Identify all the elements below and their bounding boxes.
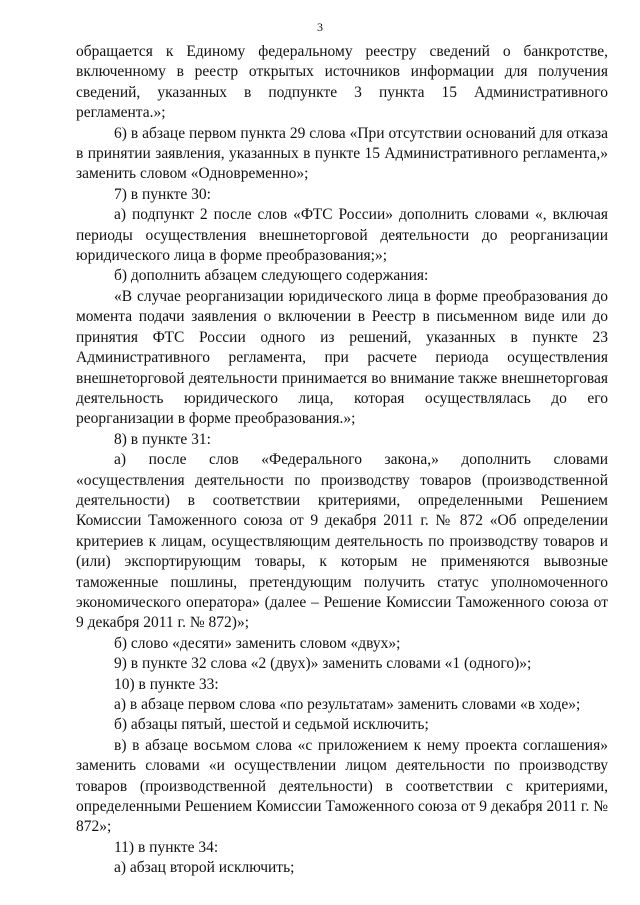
paragraph: а) в абзаце первом слова «по результатам» заменить словами «в ходе»;	[114, 696, 581, 713]
paragraph: 8) в пункте 31:	[114, 430, 211, 448]
paragraph: б) слово «десяти» заменить словом «двух»;	[114, 634, 401, 652]
paragraph: 6) в абзаце первом пункта 29 слова «При отсутствии оснований для отказа в принятии заявления, указанных в пункте 15 Административного регламента,» заменить словом «Одновременно»;	[76, 124, 608, 183]
paragraph: а) абзац второй исключить;	[114, 859, 295, 877]
paragraph: 11) в пункте 34:	[114, 838, 219, 856]
page-number: 3	[317, 20, 323, 34]
paragraph: 9) в пункте 32 слова «2 (двух)» заменить словами «1 (одного)»;	[114, 655, 532, 673]
paragraph: 7) в пункте 30:	[114, 185, 211, 203]
paragraph: 10) в пункте 33:	[114, 675, 219, 693]
paragraph: а) подпункт 2 после слов «ФТС России» дополнить словами «, включая периоды осуществления внешнеторговой деятельности до реорганизации юридического лица в форме преобразования;»;	[76, 206, 608, 265]
paragraph: «В случае реорганизации юридического лица в форме преобразования до момента подачи заявления о включении в Реестр в письменном виде или до принятия ФТС России одного из решений, указанных в пункте 23 Административного регламента, при расчете периода осуществления внешнеторговой деятельности принимается во внимание также внешнеторговая деятельность юридического лица, которая осуществлялась до его реорганизации в форме преобразования.»;	[76, 287, 608, 428]
paragraph: а) после слов «Федерального закона,» дополнить словами «осуществления деятельности по производству товаров (производственной деятельности) в соответствии критериями, определенными Решением Комиссии Таможенного союза от 9 декабря 2011 г. № 872 «Об определении критериев к лицам, осуществляющим деятельность по производству товаров и (или) экспортирующим товары, к которым не применяются вывозные таможенные пошлины, претендующим получить статус уполномоченного экономического оператора» (далее – Решение Комиссии Таможенного союза от 9 декабря 2011 г. № 872)»;	[76, 451, 608, 632]
paragraph: в) в абзаце восьмом слова «с приложением к нему проекта соглашения» заменить словами «и осуществлении лицом деятельности по производству товаров (производственной деятельности) в соответствии с критериями, определенными Решением Комиссии Таможенного союза от 9 декабря 2011 г. № 872»;	[76, 736, 608, 836]
paragraph: обращается к Единому федеральному реестру сведений о банкротстве, включенному в реестр открытых источников информации для получения сведений, указанных в подпункте 3 пункта 15 Административного регламента.»;	[76, 43, 608, 122]
paragraph: б) абзацы пятый, шестой и седьмой исключить;	[114, 716, 429, 734]
document-body	[76, 42, 608, 879]
paragraph: б) дополнить абзацем следующего содержания:	[114, 267, 429, 285]
